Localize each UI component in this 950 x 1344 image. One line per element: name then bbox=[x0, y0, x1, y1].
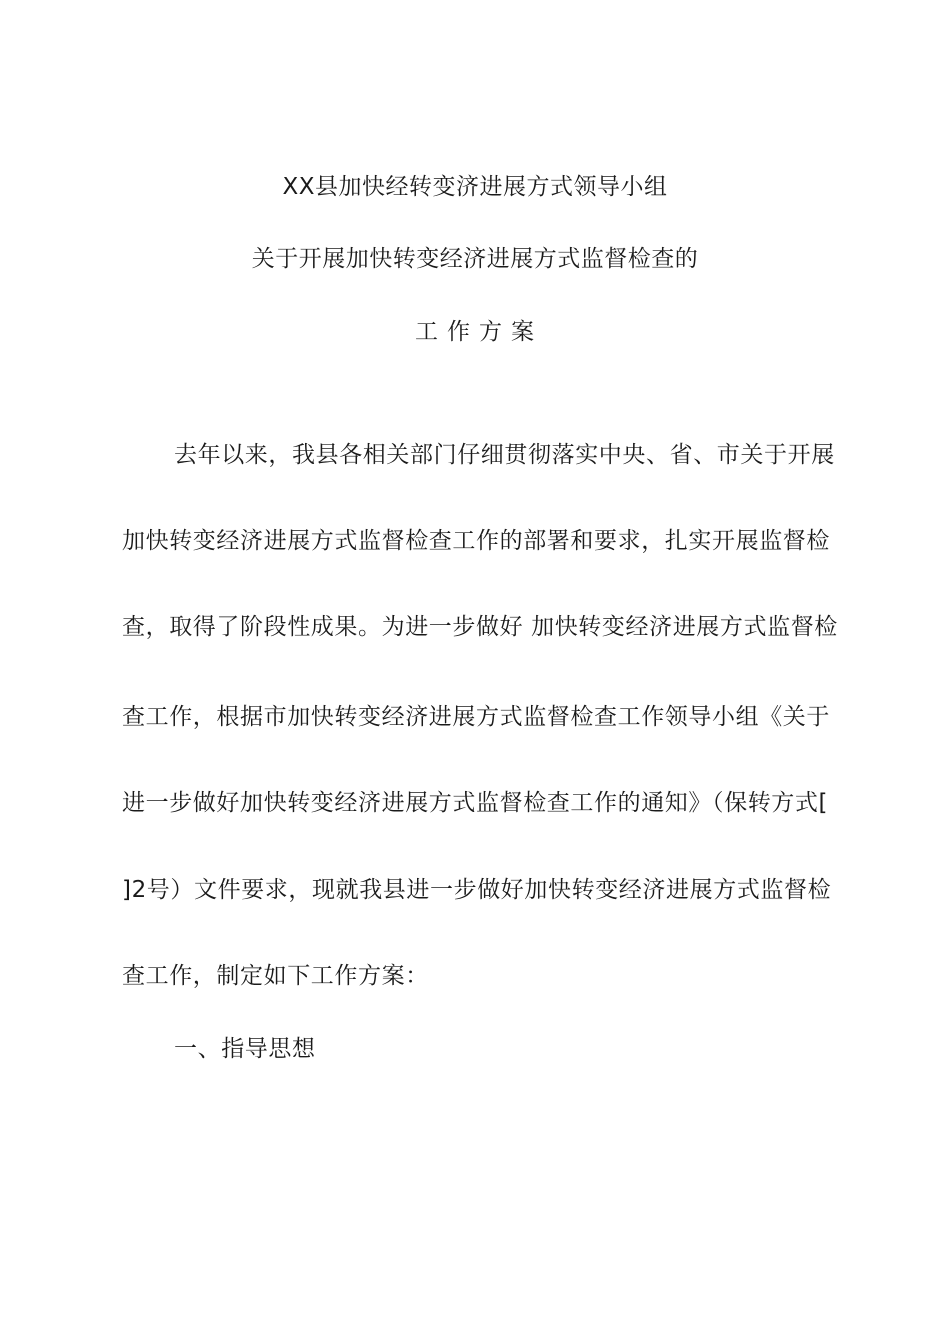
body-text-line: 查工作，制定如下工作方案： bbox=[122, 963, 429, 989]
document-title-line-3: 工作方案 bbox=[415, 319, 543, 345]
section-heading: 一、指导思想 bbox=[174, 1036, 316, 1062]
body-text-line: 加快转变经济进展方式监督检查工作的部署和要求，扎实开展监督检 bbox=[122, 528, 830, 554]
body-text-line: 进一步做好加快转变经济进展方式监督检查工作的通知》（保转方式[ bbox=[122, 790, 829, 816]
body-text-line: ]2号）文件要求，现就我县进一步做好加快转变经济进展方式监督检 bbox=[122, 877, 832, 903]
body-text-line: 查工作，根据市加快转变经济进展方式监督检查工作领导小组《关于 bbox=[122, 704, 830, 730]
document-title-line-1: XX县加快经转变济进展方式领导小组 bbox=[282, 174, 668, 200]
document-title-line-2: 关于开展加快转变经济进展方式监督检查的 bbox=[251, 246, 699, 272]
body-text-line: 查，取得了阶段性成果。为进一步做好 加快转变经济进展方式监督检 bbox=[122, 614, 838, 640]
body-text-line: 去年以来，我县各相关部门仔细贯彻落实中央、省、市关于开展 bbox=[174, 442, 835, 468]
